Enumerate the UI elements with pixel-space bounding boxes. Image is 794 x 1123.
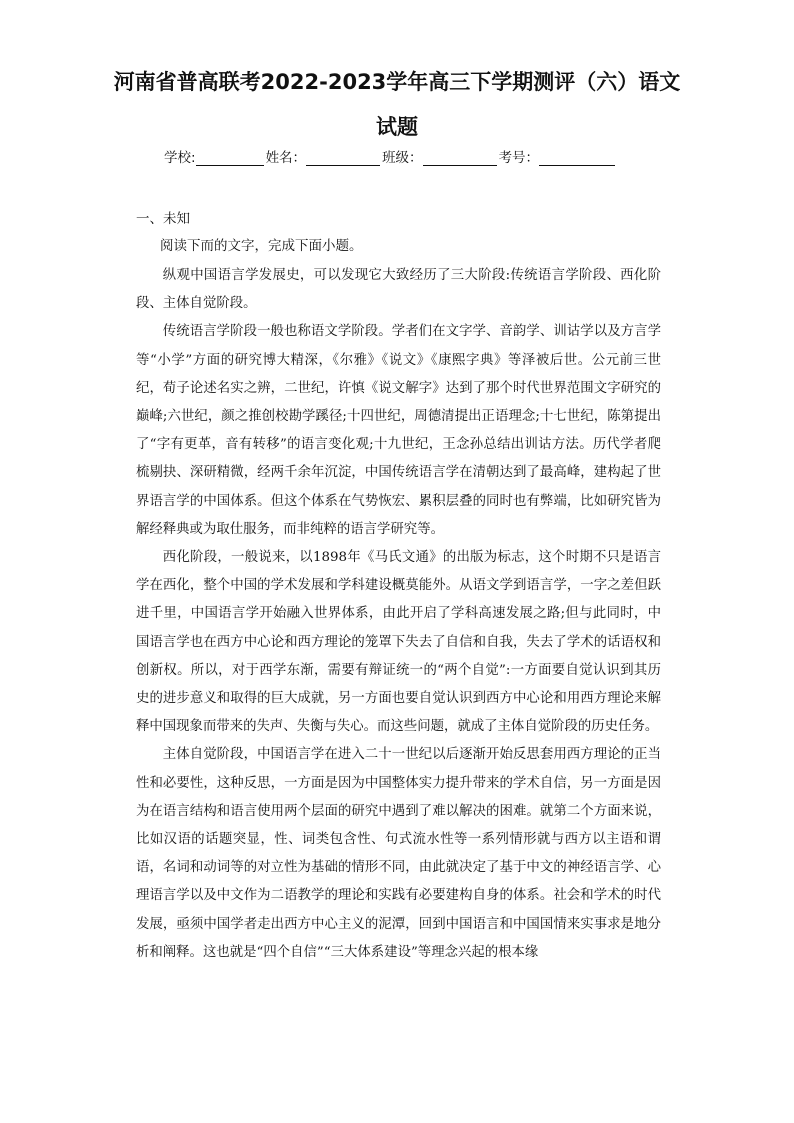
- document-title-line1: 河南省普高联考2022-2023学年高三下学期测评（六）语文: [113, 70, 681, 94]
- passage-paragraph: 传统语言学阶段一般也称语文学阶段。学者们在文字学、音韵学、训诂学以及方言学等“小学”方面的研究博大精深，《尔雅》《说文》《康熙字典》等泽被后世。公元前三世纪，荀子论述名实之辨，二世纪，许慎《说文解字》达到了那个时代世界范围文字研究的巅峰;六世纪，颜之推创校勘学蹊径;十四世纪，周德清提出正语理念;十七世纪，陈第提出了“字有更革，音有转移”的语言变化观;十九世纪，王念孙总结出训诂方法。历代学者爬梳剔抉、深研精微，经两千余年沉淀，中国传统语言学在清朝达到了最高峰，建构起了世界语言学的中国体系。但这个体系在气势恢宏、累积层叠的同时也有弊端，比如研究皆为解经释典或为取仕服务，而非纯粹的语言学研究等。: [136, 324, 661, 537]
- passage-paragraph: 西化阶段，一般说来，以1898年《马氏文通》的出版为标志，这个时期不只是语言学在西化，整个中国的学术发展和学科建设概莫能外。从语文学到语言学，一字之差但跃进千里，中国语言学开始融入世界体系，由此开启了学科高速发展之路;但与此同时，中国语言学也在西方中心论和西方理论的笼罩下失去了自信和自我，失去了学术的话语权和创新权。所以，对于西学东渐，需要有辩证统一的“两个自觉”:一方面要自觉认识到其历史的进步意义和取得的巨大成就，另一方面也要自觉认识到西方中心论和用西方理论来解释中国现象而带来的失声、失衡与失心。而这些问题，就成了主体自觉阶段的历史任务。: [136, 550, 661, 735]
- class-label: 班级：: [382, 150, 423, 166]
- name-label: 姓名：: [265, 150, 307, 166]
- school-label: 学校:: [164, 150, 196, 166]
- reading-passage: [136, 262, 661, 967]
- school-blank[interactable]: [196, 151, 264, 166]
- section-heading: 一、未知: [136, 211, 190, 227]
- document-title-line2: 试题: [376, 115, 418, 139]
- class-blank[interactable]: [423, 151, 497, 166]
- section-instruction: 阅读下而的文字，完成下面小题。: [160, 238, 363, 254]
- passage-paragraph: 纵观中国语言学发展史，可以发现它大致经历了三大阶段:传统语言学阶段、西化阶段、主体自觉阶段。: [136, 268, 661, 312]
- name-blank[interactable]: [306, 151, 380, 166]
- number-blank[interactable]: [539, 151, 615, 166]
- passage-paragraph: 主体自觉阶段，中国语言学在进入二十一世纪以后逐渐开始反思套用西方理论的正当性和必要性，这种反思，一方面是因为中国整体实力提升带来的学术自信，另一方面是因为在语言结构和语言使用两个层面的研究中遇到了难以解决的困难。就第二个方面来说，比如汉语的话题突显，性、词类包含性、句式流水性等一系列情形就与西方以主语和谓语，名词和动词等的对立性为基础的情形不同，由此就决定了基于中文的神经语言学、心理语言学以及中文作为二语教学的理论和实践有必要建构自身的体系。社会和学术的时代发展，亟须中国学者走出西方中心主义的泥潭，回到中国语言和中国国情来实事求是地分析和阐释。这也就是“四个自信”“三大体系建设”等理念兴起的根本缘: [136, 747, 661, 960]
- number-label: 考号：: [498, 150, 540, 166]
- student-info-row: [164, 146, 617, 166]
